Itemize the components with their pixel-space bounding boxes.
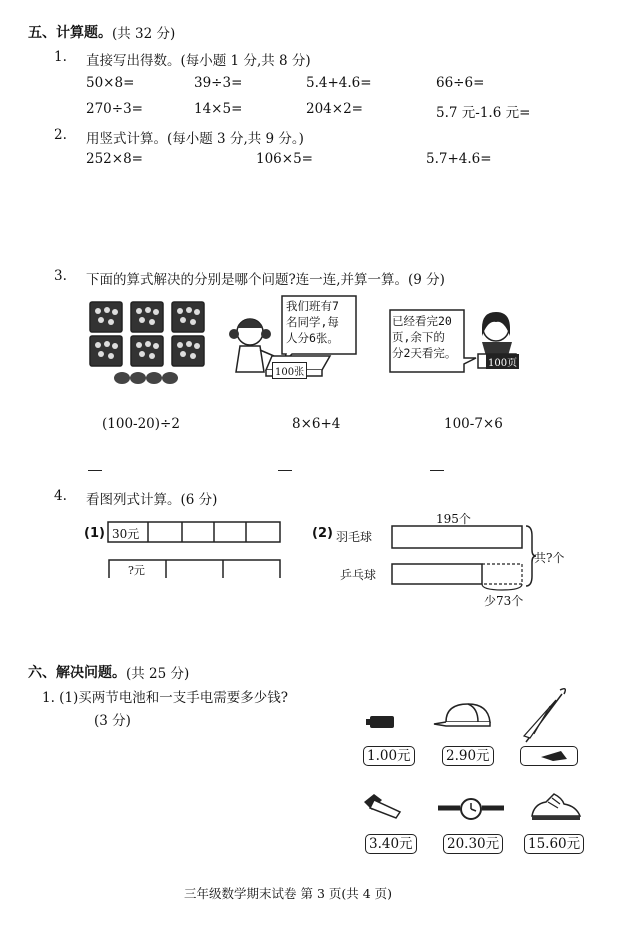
q4-part1-bottom-label: ?元 [128,564,145,577]
price-tag-battery: 1.00元 [363,746,415,766]
q1-number: 1. [54,49,67,65]
umbrella-tip-icon [539,749,569,763]
flashlight-icon [360,790,408,820]
section6-q1-score: (3 分) [94,713,131,729]
q3-expression: 8×6+4 [292,416,341,432]
q2-item: 5.7+4.6= [426,151,492,167]
q4-part2-label: (2) [312,526,333,541]
bubble1-line: 人分6张。 [286,331,339,345]
q1-item: 5.4+4.6= [306,75,372,91]
q1-item: 66÷6= [436,75,485,91]
q4-part2-pingpong-label: 乒乓球 [340,568,377,582]
battery-icon [364,712,396,732]
q1-item: 14×5= [194,101,243,117]
q3-number: 3. [54,268,67,284]
q3-expression: (100-20)÷2 [102,416,180,432]
section6-title: 六、解决问题。 [28,665,126,681]
answer-blank[interactable] [430,470,444,471]
q4-part2-total-label: 共?个 [534,551,565,565]
q1-item: 39÷3= [194,75,243,91]
price-tag-shoes: 15.60元 [524,834,584,854]
answer-blank[interactable] [88,470,102,471]
watch-icon [436,796,506,822]
answer-blank[interactable] [278,470,292,471]
q1-item: 50×8= [86,75,135,91]
q1-title: 直接写出得数。(每小题 1 分,共 8 分) [86,53,311,69]
q2-title: 用竖式计算。(每小题 3 分,共 9 分。) [86,131,304,147]
price-tag-watch: 20.30元 [443,834,503,854]
q4-title: 看图列式计算。(6 分) [86,492,218,508]
bubble1-line: 名同学,每 [286,315,339,329]
q4-part2-diagram [388,522,538,594]
section6-score: (共 25 分) [126,666,190,682]
bubble1-line: 我们班有7 [286,299,339,313]
price-tag-cap: 2.90元 [442,746,494,766]
shoe-icon [528,790,584,824]
q2-number: 2. [54,127,67,143]
bubble2-line: 已经看完20 [392,314,452,328]
q1-item: 204×2= [306,101,363,117]
book-label: 100页 [486,354,519,369]
section6-q1-text: 1. (1)买两节电池和一支手电需要多少钱? [42,690,289,706]
cap-icon [432,700,496,732]
umbrella-icon [516,684,572,748]
page-footer: 三年级数学期末试卷 第 3 页(共 4 页) [184,886,393,901]
q3-expression: 100-7×6 [444,416,503,432]
bubble2-line: 分2天看完。 [392,346,457,360]
q3-title: 下面的算式解决的分别是哪个问题?连一连,并算一算。(9 分) [86,272,445,288]
q2-item: 252×8= [86,151,143,167]
price-tag-umbrella [520,746,578,766]
price-tag-flashlight: 3.40元 [365,834,417,854]
q2-item: 106×5= [256,151,313,167]
q1-item: 270÷3= [86,101,143,117]
q4-part1-top-label: 30元 [112,527,140,541]
bubble2-line: 页,余下的 [392,330,445,344]
q4-part2-badminton-label: 羽毛球 [336,530,373,544]
paper-stack-label: 100张 [272,362,307,379]
q4-part2-total-badminton: 195个 [436,512,471,526]
section5-title: 五、计算题。 [28,25,112,41]
q4-number: 4. [54,488,67,504]
section5-score: (共 32 分) [112,26,176,42]
q4-part1-label: (1) [84,526,105,541]
q4-part2-less-label: 少73个 [484,594,524,608]
stickers-illustration [88,300,210,386]
q1-item: 5.7 元-1.6 元= [436,105,531,121]
